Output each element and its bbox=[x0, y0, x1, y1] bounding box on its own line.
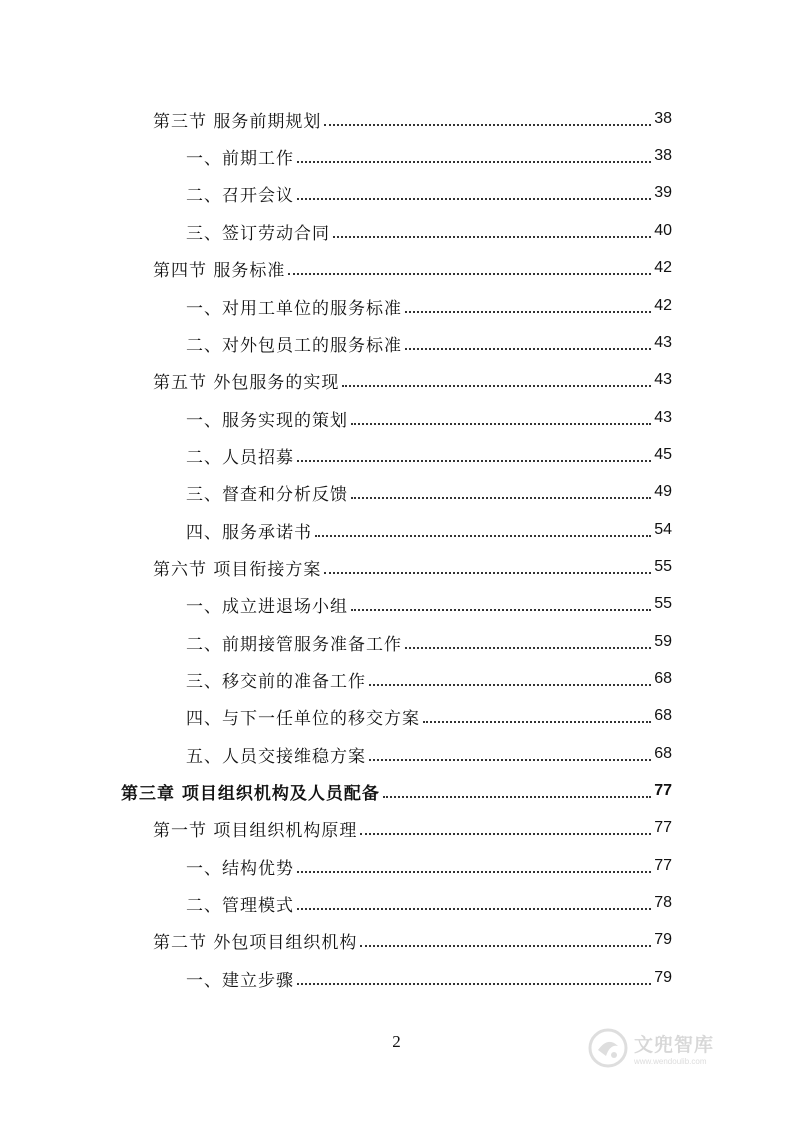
toc-entry-page: 42 bbox=[654, 297, 672, 314]
toc-leader bbox=[369, 684, 651, 686]
toc-leader bbox=[342, 385, 651, 387]
toc-leader bbox=[297, 908, 651, 910]
toc-entry-page: 78 bbox=[654, 894, 672, 911]
toc-entry-page: 40 bbox=[654, 222, 672, 239]
toc-leader bbox=[360, 945, 651, 947]
wendou-logo-icon bbox=[588, 1028, 628, 1068]
toc-entry-page: 38 bbox=[654, 110, 672, 127]
toc-leader bbox=[297, 198, 651, 200]
toc-entry-title: 第二节 外包项目组织机构 bbox=[153, 932, 358, 953]
toc-leader bbox=[423, 721, 651, 723]
watermark-name: 文兜智库 bbox=[634, 1034, 715, 1056]
toc-entry-page: 54 bbox=[654, 521, 672, 538]
toc-entry-title: 一、前期工作 bbox=[186, 148, 294, 169]
toc-entry-page: 79 bbox=[654, 931, 672, 948]
page-number: 2 bbox=[392, 1032, 401, 1051]
toc-entry-title: 四、与下一任单位的移交方案 bbox=[186, 708, 420, 729]
toc-entry-title: 二、召开会议 bbox=[186, 185, 294, 206]
toc-entry[interactable] bbox=[186, 703, 672, 729]
toc-leader bbox=[405, 348, 651, 350]
toc-leader bbox=[405, 647, 651, 649]
toc-leader bbox=[315, 535, 651, 537]
toc-entry[interactable] bbox=[186, 965, 672, 991]
watermark bbox=[588, 1022, 758, 1074]
toc-entry-title: 一、结构优势 bbox=[186, 858, 294, 879]
toc-entry-page: 43 bbox=[654, 371, 672, 388]
toc-entry[interactable] bbox=[186, 143, 672, 169]
toc-entry-page: 77 bbox=[654, 857, 672, 874]
toc-entry[interactable] bbox=[153, 106, 672, 132]
toc-entry-title: 一、成立进退场小组 bbox=[186, 596, 348, 617]
toc-entry-page: 68 bbox=[654, 670, 672, 687]
toc-leader bbox=[405, 311, 651, 313]
toc-leader bbox=[297, 983, 651, 985]
toc-entry[interactable] bbox=[153, 927, 672, 953]
toc-entry[interactable] bbox=[186, 293, 672, 319]
toc-entry[interactable] bbox=[186, 517, 672, 543]
toc-leader bbox=[351, 423, 651, 425]
toc-entry-title: 第三节 服务前期规划 bbox=[153, 111, 322, 132]
toc-entry-title: 第五节 外包服务的实现 bbox=[153, 372, 340, 393]
toc-entry[interactable] bbox=[153, 367, 672, 393]
toc-entry-page: 79 bbox=[654, 969, 672, 986]
toc-entry-page: 55 bbox=[654, 558, 672, 575]
toc-entry-title: 四、服务承诺书 bbox=[186, 522, 312, 543]
toc-entry[interactable] bbox=[186, 218, 672, 244]
toc-leader bbox=[297, 161, 651, 163]
toc-entry-title: 第三章 项目组织机构及人员配备 bbox=[121, 783, 380, 804]
toc-entry[interactable] bbox=[186, 442, 672, 468]
toc-entry[interactable] bbox=[186, 741, 672, 767]
toc-entry-page: 77 bbox=[654, 819, 672, 836]
toc-leader bbox=[297, 871, 651, 873]
toc-entry[interactable] bbox=[186, 629, 672, 655]
toc-leader bbox=[360, 833, 651, 835]
toc-leader bbox=[297, 460, 651, 462]
toc-entry-title: 三、签订劳动合同 bbox=[186, 223, 330, 244]
toc-entry-title: 一、对用工单位的服务标准 bbox=[186, 298, 402, 319]
toc-entry-page: 43 bbox=[654, 409, 672, 426]
toc-entry-title: 一、建立步骤 bbox=[186, 970, 294, 991]
toc-chapter-entry[interactable] bbox=[121, 778, 672, 804]
toc-entry-page: 42 bbox=[654, 259, 672, 276]
toc-entry-title: 第四节 服务标准 bbox=[153, 260, 286, 281]
watermark-url: www.wendoulib.com bbox=[634, 1057, 707, 1066]
watermark-text bbox=[634, 1030, 714, 1066]
toc-leader bbox=[351, 497, 651, 499]
toc-entry-title: 二、管理模式 bbox=[186, 895, 294, 916]
toc-entry-title: 三、移交前的准备工作 bbox=[186, 671, 366, 692]
toc-entry[interactable] bbox=[186, 180, 672, 206]
toc-entry[interactable] bbox=[153, 815, 672, 841]
toc-entry-page: 77 bbox=[654, 782, 672, 799]
toc-leader bbox=[383, 796, 651, 798]
toc-entry-title: 二、对外包员工的服务标准 bbox=[186, 335, 402, 356]
toc-entry[interactable] bbox=[186, 405, 672, 431]
toc-entry[interactable] bbox=[153, 554, 672, 580]
toc-entry-page: 39 bbox=[654, 184, 672, 201]
toc-leader bbox=[333, 236, 651, 238]
toc-entry-title: 一、服务实现的策划 bbox=[186, 410, 348, 431]
toc-entry-page: 49 bbox=[654, 483, 672, 500]
toc-entry[interactable] bbox=[186, 591, 672, 617]
toc-entry-page: 68 bbox=[654, 707, 672, 724]
toc-entry-title: 三、督查和分析反馈 bbox=[186, 484, 348, 505]
toc-entry-page: 45 bbox=[654, 446, 672, 463]
toc-leader bbox=[351, 609, 651, 611]
toc-entry-title: 第一节 项目组织机构原理 bbox=[153, 820, 358, 841]
toc-leader bbox=[288, 273, 651, 275]
toc-entry-title: 第六节 项目衔接方案 bbox=[153, 559, 322, 580]
toc-leader bbox=[369, 759, 651, 761]
toc-entry[interactable] bbox=[186, 853, 672, 879]
toc-leader bbox=[324, 572, 651, 574]
toc-leader bbox=[324, 124, 651, 126]
toc-entry-title: 五、人员交接维稳方案 bbox=[186, 746, 366, 767]
toc-entry-page: 55 bbox=[654, 595, 672, 612]
toc-entry-page: 38 bbox=[654, 147, 672, 164]
toc-entry-page: 68 bbox=[654, 745, 672, 762]
toc-entry[interactable] bbox=[186, 666, 672, 692]
toc-entry[interactable] bbox=[186, 479, 672, 505]
toc-entry-page: 43 bbox=[654, 334, 672, 351]
toc-entry-title: 二、人员招募 bbox=[186, 447, 294, 468]
toc-entry[interactable] bbox=[186, 890, 672, 916]
toc-entry-title: 二、前期接管服务准备工作 bbox=[186, 634, 402, 655]
toc-entry[interactable] bbox=[153, 255, 672, 281]
toc-entry-page: 59 bbox=[654, 633, 672, 650]
toc-entry[interactable] bbox=[186, 330, 672, 356]
